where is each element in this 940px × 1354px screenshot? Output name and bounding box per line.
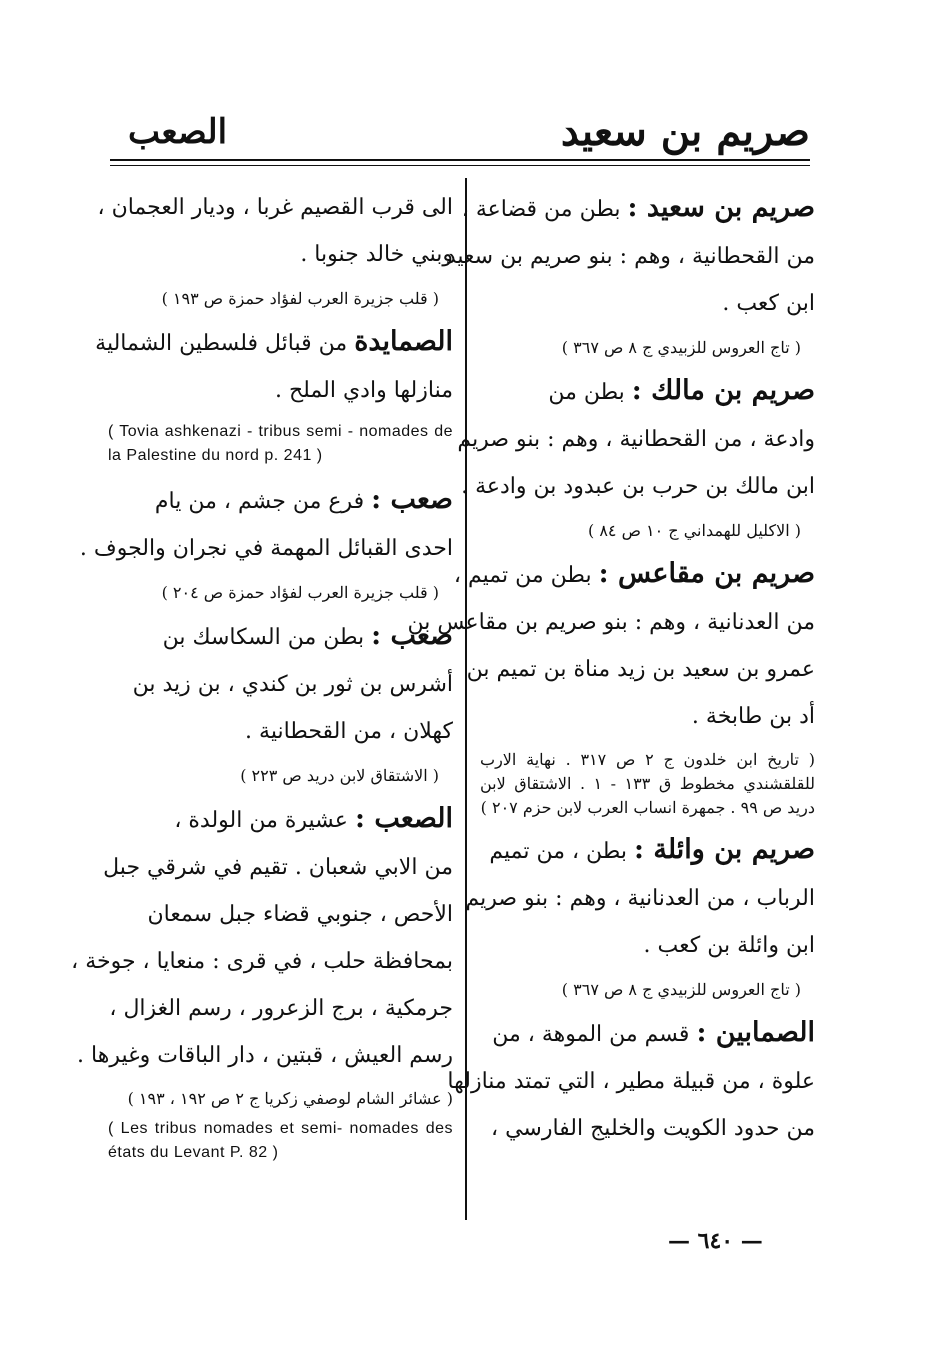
- entry-text: ابن وائلة بن كعب .: [643, 933, 815, 958]
- entry-source: ( الاشتقاق لابن دريد ص ٢٢٣ ): [240, 766, 439, 785]
- entry-text: من قبائل فلسطين الشمالية: [95, 331, 348, 356]
- entry-sarim-bin-said: [445, 184, 815, 363]
- entry-heading: صعب :: [371, 620, 453, 651]
- entry-text: كهلان ، من القحطانية .: [245, 719, 453, 744]
- entry-text: بطن من السكاسك بن: [162, 625, 365, 650]
- entry-al-saab: [71, 795, 453, 1165]
- entry-text: بطن من: [548, 380, 625, 405]
- entry-source: ( تاج العروس للزبيدي ج ٨ ص ٣٦٧ ): [561, 980, 801, 999]
- entry-text: بمحافظة حلب ، في قرى : منعايا ، جوخة ،: [71, 949, 453, 974]
- entry-saab-jusham: [79, 476, 453, 608]
- left-column: [71, 184, 453, 1173]
- entry-text: عشيرة من الولدة ،: [174, 808, 348, 833]
- entry-heading: صعب :: [371, 484, 453, 515]
- entry-source-latin: ( Les tribus nomades et semi- nomades des états du Levant P. 82 ): [108, 1120, 453, 1161]
- entry-text: علوة ، من قبيلة مطير ، التي تمتد منازلها: [447, 1069, 815, 1094]
- entry-al-samayida: [95, 318, 453, 468]
- entry-text: منازلها وادي الملح .: [274, 378, 453, 403]
- entry-heading: صريم بن وائلة :: [633, 834, 815, 865]
- entry-heading: الصعب :: [354, 803, 453, 834]
- entry-source-latin: ( Tovia ashkenazi - tribus semi - nomades de la Palestine du nord p. 241 ): [108, 423, 453, 464]
- entry-text: جرمكية ، برج الزعرور ، رسم الغزال ،: [109, 996, 453, 1021]
- entry-text: وبني خالد جنوبا .: [300, 242, 453, 267]
- running-header-right: صريم بن سعيد: [560, 108, 810, 155]
- entry-text: بطن من قضاعة ،: [461, 197, 621, 222]
- entry-source: ( تاريخ ابن خلدون ج ٢ ص ٣١٧ . نهاية الارب للقلقشندي مخطوط ق ١٣٣ - ١ . الاشتقاق لابن دريد ص ٩٩ . جمهرة انساب العرب لابن حزم ٢٠٧ ): [480, 750, 816, 817]
- running-header-left: الصعب: [128, 112, 228, 152]
- entry-text: أشرس بن ثور بن كندي ، بن زيد بن: [132, 672, 453, 697]
- entry-text: الى قرب القصيم غربا ، وديار العجمان ،: [97, 195, 453, 220]
- entry-text: بطن من تميم ،: [453, 563, 592, 588]
- entry-text: عمرو بن سعيد بن زيد مناة بن تميم بن: [466, 657, 815, 682]
- entry-text: أد بن طابخة .: [691, 704, 815, 729]
- entry-text: الرباب ، من العدنانية ، وهم : بنو صريم: [465, 886, 815, 911]
- entry-text: الأحص ، جنوبي قضاء جبل سمعان: [147, 902, 453, 927]
- entry-sarim-bin-waila: [465, 826, 815, 1005]
- header-rule: [110, 159, 810, 161]
- entry-text: من الابي شعبان . تقيم في شرقي جبل: [103, 855, 453, 880]
- entry-text: من العدنانية ، وهم : بنو صريم بن مقاعس بن: [407, 610, 815, 635]
- entry-source: ( تاج العروس للزبيدي ج ٨ ص ٣٦٧ ): [561, 338, 801, 357]
- entry-heading: الصمايدة: [354, 326, 453, 357]
- entry-text: ابن كعب .: [722, 291, 815, 316]
- entry-continuation: [97, 184, 453, 314]
- entry-source: ( قلب جزيرة العرب لفؤاد حمزة ص ١٩٣ ): [161, 289, 439, 308]
- entry-text: من القحطانية ، وهم : بنو صريم بن سعيد: [445, 244, 815, 269]
- entry-text: من حدود الكويت والخليج الفارسي ،: [490, 1116, 815, 1141]
- entry-source: ( الاكليل للهمداني ج ١٠ ص ٨٤ ): [588, 521, 801, 540]
- header-rule-thin: [110, 165, 810, 166]
- entry-text: رسم العيش ، قبتين ، دار الباقات وغيرها .: [77, 1043, 453, 1068]
- entry-heading: الصمابين :: [696, 1017, 815, 1048]
- entry-source: ( عشائر الشام لوصفي زكريا ج ٢ ص ١٩٢ ، ١٩٣ ): [127, 1089, 453, 1108]
- entry-text: فرع من جشم ، من يام: [154, 489, 365, 514]
- entry-text: احدى القبائل المهمة في نجران والجوف .: [79, 536, 453, 561]
- entry-al-samabin: [447, 1009, 815, 1152]
- entry-heading: صريم بن مقاعس :: [598, 558, 815, 589]
- entry-text: ابن مالك بن حرب بن عبدود بن وادعة .: [461, 474, 815, 499]
- entry-heading: صريم بن مالك :: [631, 375, 815, 406]
- entry-text: بطن ، من تميم: [489, 839, 627, 864]
- page-number: — ٦٤٠ —: [668, 1228, 763, 1254]
- entry-sarim-bin-malik: [457, 367, 815, 546]
- entry-heading: صريم بن سعيد :: [627, 192, 815, 223]
- entry-text: وادعة ، من القحطانية ، وهم : بنو صريم: [457, 427, 815, 452]
- entry-source: ( قلب جزيرة العرب لفؤاد حمزة ص ٢٠٤ ): [161, 583, 439, 602]
- entry-text: قسم من الموهة ، من: [492, 1022, 690, 1047]
- entry-saab-sakasik: [108, 612, 453, 791]
